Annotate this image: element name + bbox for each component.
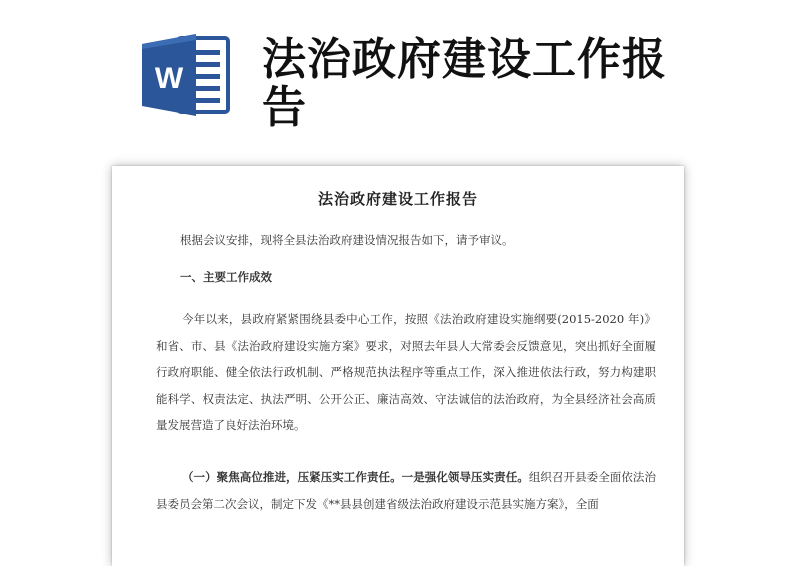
- subsection-heading: （一）聚焦高位推进，压紧压实工作责任。一是强化领导压实责任。: [182, 470, 529, 484]
- page-header: [0, 0, 800, 150]
- document-page: [112, 166, 684, 566]
- intro-paragraph: 根据会议安排，现将全县法治政府建设情况报告如下，请予审议。: [180, 233, 514, 247]
- svg-text:W: W: [154, 62, 184, 95]
- section-heading: 一、主要工作成效: [180, 270, 272, 284]
- page-title: 法治政府建设工作报告: [262, 34, 667, 133]
- word-icon: [140, 32, 232, 118]
- body-paragraph: 今年以来，县政府紧紧围绕县委中心工作，按照《法治政府建设实施纲要(2015-2020 年)》和省、市、县《法治政府建设实施方案》要求，对照去年县人大常委会反馈意见，突出抓好全面履行政府职能、健全依法行政机制、严格规范执法程序等重点工作，深入推进依法行政，努力构建职能科学、权责法定、执法严明、公开公正、廉洁高效、守法诚信的法治政府，为全县经济社会高质量发展营造了良好法治环境。: [156, 312, 656, 432]
- subsection-body: 组织召开县委全面依法治县委员会第二次会议，制定下发《**县县创建省级法治政府建设示范县实施方案》，全面: [156, 470, 656, 511]
- subsection-paragraph: [156, 464, 656, 517]
- document-title: 法治政府建设工作报告: [317, 190, 478, 208]
